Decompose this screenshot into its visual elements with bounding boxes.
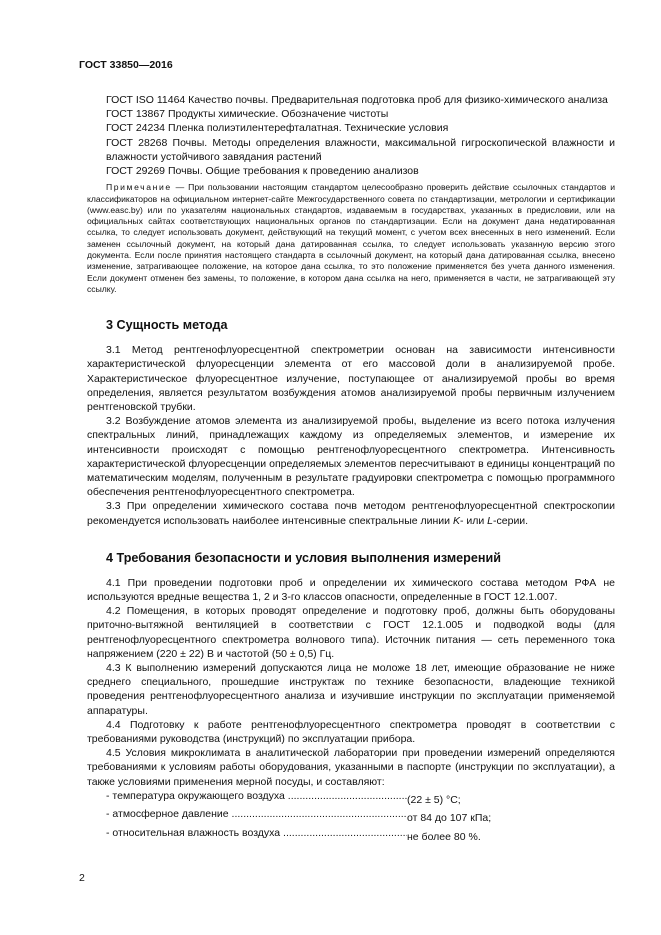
microclimate-conditions xyxy=(87,789,615,844)
condition-label: - атмосферное давление ..... xyxy=(106,807,407,821)
clause-3-3 xyxy=(87,499,615,527)
clause-3-2: 3.2 Возбуждение атомов элемента из анализируемой пробы, выделение из всего потока излучения спектральных линий, принадлежащих каждому из определяемых элементов, и измерение их интенсивности происходят с помощью рентгенофлуоресцентного спектрометра. Интенсивность характеристической флуоресценции определяемых элементов пересчитывают в единицы концентраций по математическим моделям, полученным в результате градуировки спектрометра с помощью программного обеспечения рентгенофлуоресцентного спектрометра. xyxy=(87,415,615,499)
note-text: — При пользовании настоящим стандартом целесообразно проверить действие ссылочных стандартов и классификаторов на официальном интернет-сайте Межгосударственного совета по стандартизации, метрологии и сертификации (www.easc.by) или по указателям национальных стандартов, издаваемым в государствах, указанных в предисловии, или на официальных сайтах соответствующих национальных органов по стандартизации. Если на документ дана недатированная ссылка, то следует использовать документ, действующий на текущий момент, с учетом всех внесенных в него изменений. Если заменен ссылочный документ, на который дана датированная ссылка, то следует использовать указанную версию этого документа. Если после принятия настоящего стандарта в ссылочный документ, на который дана датированная ссылка, внесено изменение, затрагивающее положение, на которое дана ссылка, то это положение применяется без учета данного изменения. Если документ отменен без замены, то положение, в котором дана ссылка на него, применяется в части, не затрагивающей эту ссылку. xyxy=(87,182,615,294)
clause-4-5: 4.5 Условия микроклимата в аналитической лаборатории при проведении измерений определяются требованиями к условиям работы оборудования, указанными в паспорте (инструкции по эксплуатации), а также условиями применения мерной посуды, и составляют: xyxy=(87,747,615,788)
l-series: L xyxy=(487,514,494,527)
page-number: 2 xyxy=(79,872,85,884)
document-header: ГОСТ 33850—2016 xyxy=(79,59,173,71)
clause-3-3-or: - или xyxy=(459,514,488,527)
normative-references xyxy=(87,93,615,178)
condition-label: - относительная влажность воздуха ..... xyxy=(106,826,407,840)
condition-label: - температура окружающего воздуха ..... xyxy=(106,789,407,803)
clause-4-4: 4.4 Подготовку к работе рентгенофлуоресцентного спектрометра проводят в соответствии с требованиями руководства (инструкций) по эксплуатации прибора. xyxy=(87,718,615,746)
condition-row xyxy=(87,826,615,844)
condition-value: (22 ± 5) °С; xyxy=(407,794,461,807)
k-series: K xyxy=(452,514,460,527)
document-body xyxy=(87,93,615,844)
condition-value: от 84 до 107 кПа; xyxy=(407,812,492,825)
condition-row xyxy=(87,807,615,825)
reference-item: ГОСТ 28268 Почвы. Методы определения влажности, максимальной гигроскопической влажности и влажности устойчивого завядания растений xyxy=(106,136,615,163)
section-3-heading: 3 Сущность метода xyxy=(106,318,228,333)
reference-item: ГОСТ ISO 11464 Качество почвы. Предварительная подготовка проб для физико-химического анализа xyxy=(106,94,608,106)
reference-item: ГОСТ 29269 Почвы. Общие требования к проведению анализов xyxy=(106,165,419,178)
reference-item: ГОСТ 13867 Продукты химические. Обозначение чистоты xyxy=(106,108,389,121)
note-label: Примечание xyxy=(106,182,172,193)
clause-4-1: 4.1 При проведении подготовки проб и определении их химического состава методом РФА не используются вредные вещества 1, 2 и 3-го классов опасности, определенные в ГОСТ 12.1.007. xyxy=(87,576,615,604)
references-note xyxy=(87,182,615,295)
clause-3-1: 3.1 Метод рентгенофлуоресцентной спектрометрии основан на зависимости интенсивности характеристической флуоресценции элемента от его массовой доли в анализируемой пробе. Характеристическое флуоресцентное излучение, поступающее от анализируемой пробы во время определения, является результатом возбуждения атомов анализируемой пробы первичным излучением рентгеновской трубки. xyxy=(87,344,615,413)
section-4-heading: 4 Требования безопасности и условия выполнения измерений xyxy=(106,550,501,565)
clause-3-3-text: 3.3 При определении химического состава почв методом рентгенофлуоресцентной спектроскопии рекомендуется использовать наиболее интенсивные спектральные линии xyxy=(87,500,615,527)
condition-value: не более 80 %. xyxy=(407,830,481,843)
clause-4-3: 4.3 К выполнению измерений допускаются лица не моложе 18 лет, имеющие образование не ниже среднего специального, прошедшие инструктаж по технике безопасности, владеющие техникой проведения рентгенофлуоресцентного анализа и изучившие инструкции по эксплуатации применяемой аппаратуры. xyxy=(87,662,615,717)
clause-3-3-end: -серии. xyxy=(493,514,529,527)
condition-row xyxy=(87,789,615,807)
clause-4-2: 4.2 Помещения, в которых проводят определение и подготовку проб, должны быть оборудованы приточно-вытяжной вентиляцией в соответствии с ГОСТ 12.1.005 и подводкой воды (для рентгенофлуоресцентного спектрометра волнового типа). Источник питания — сеть переменного тока напряжением (220 ± 22) В и частотой (50 ± 0,5) Гц. xyxy=(87,605,615,660)
reference-item: ГОСТ 24234 Пленка полиэтилентерефталатная. Технические условия xyxy=(106,122,449,135)
